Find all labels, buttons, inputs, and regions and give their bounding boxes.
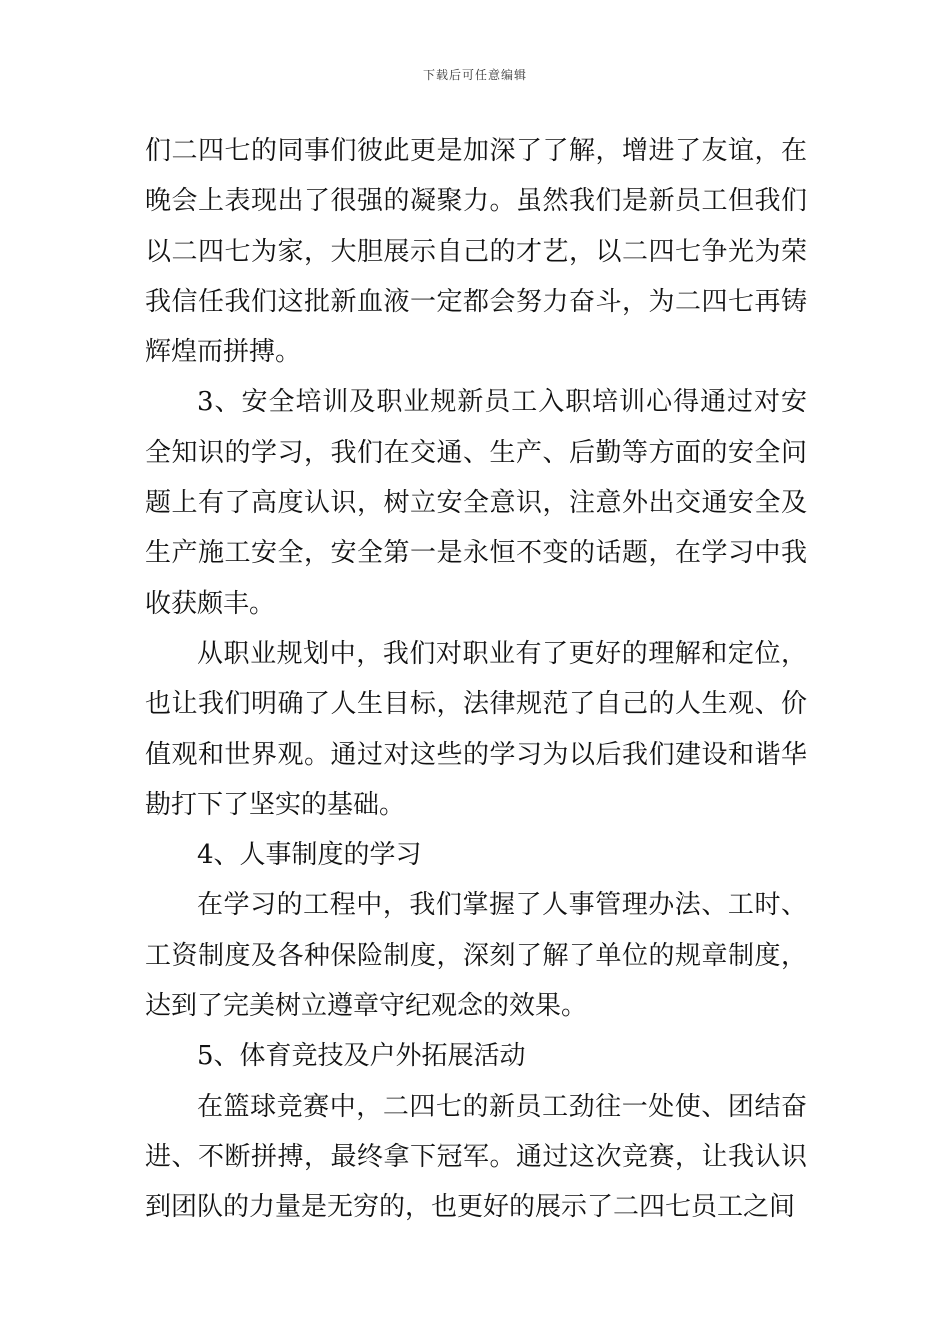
section-heading-4: 4、人事制度的学习 [197, 840, 422, 871]
paragraph-5: 在学习的工程中，我们掌握了人事管理办法、工时、工资制度及各种保险制度，深刻了解了单位的规章制度，达到了完美树立遵章守纪观念的效果。 [145, 890, 807, 1022]
paragraph-7: 在篮球竞赛中，二四七的新员工劲往一处使、团结奋进、不断拼搏，最终拿下冠军。通过这次竞赛，让我认识到团队的力量是无穷的，也更好的展示了二四七员工之间 [145, 1091, 807, 1223]
paragraph-1: 们二四七的同事们彼此更是加深了了解，增进了友谊，在晚会上表现出了很强的凝聚力。虽然我们是新员工但我们以二四七为家，大胆展示自己的才艺，以二四七争光为荣我信任我们这批新血液一定都会努力奋斗，为二四七再铸辉煌而拼搏。 [145, 136, 807, 368]
paragraph-2: 3、安全培训及职业规新员工入职培训心得通过对安全知识的学习，我们在交通、生产、后勤等方面的安全问题上有了高度认识，树立安全意识，注意外出交通安全及生产施工安全，安全第一是永恒不变的话题，在学习中我收获颇丰。 [145, 387, 807, 619]
document-body [145, 126, 807, 1233]
paragraph-3: 从职业规划中，我们对职业有了更好的理解和定位，也让我们明确了人生目标，法律规范了自己的人生观、价值观和世界观。通过对这些的学习为以后我们建设和谐华勘打下了坚实的基础。 [145, 638, 807, 820]
section-heading-5: 5、体育竞技及户外拓展活动 [197, 1041, 526, 1072]
page-header: 下载后可任意编辑 [422, 68, 527, 82]
